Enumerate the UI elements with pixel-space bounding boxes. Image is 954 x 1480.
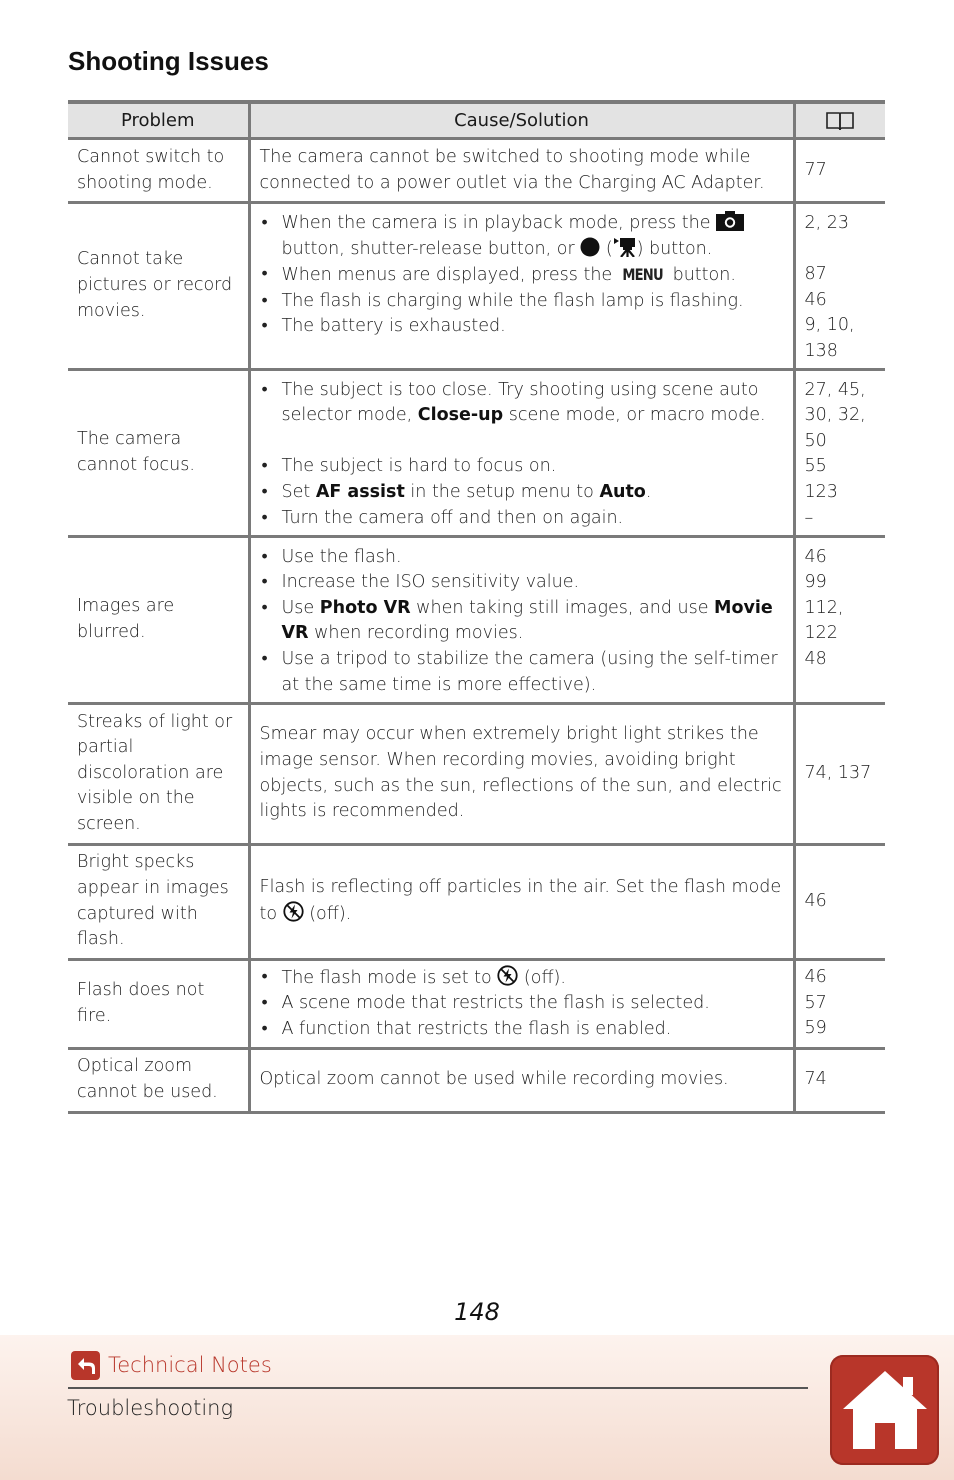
- solution-cell: [249, 203, 794, 370]
- page-ref[interactable]: 59: [804, 1018, 827, 1039]
- reference-cell: [794, 703, 885, 844]
- page-ref[interactable]: 46: [804, 546, 827, 567]
- solution-cell: Optical zoom cannot be used while recording movies.: [249, 1048, 794, 1112]
- problem-cell: Flash does not fire.: [68, 959, 249, 1048]
- page-ref[interactable]: 57: [804, 992, 827, 1013]
- list-item: • When menus are displayed, press the MENU button.: [282, 262, 785, 289]
- page-ref[interactable]: 46: [804, 890, 827, 911]
- table-header-row: [68, 102, 885, 139]
- book-icon: [825, 110, 855, 132]
- header-reference: [794, 102, 885, 139]
- table-row: [68, 536, 885, 703]
- page-ref[interactable]: 138: [804, 340, 838, 361]
- list-item: • Use Photo VR when taking still images, and use Movie VR when recording movies.: [282, 596, 785, 647]
- list-item: • Use a tripod to stabilize the camera (using the self-timer at the same time is more effective).: [282, 647, 785, 698]
- reference-cell: [794, 369, 885, 536]
- page-ref[interactable]: 77: [804, 159, 827, 180]
- table-row: [68, 959, 885, 1048]
- home-icon: [840, 1367, 930, 1453]
- solution-cell: Flash is reflecting off particles in the air. Set the flash mode to (off).: [249, 844, 794, 959]
- table-row: [68, 369, 885, 536]
- technical-notes-link[interactable]: [71, 1350, 272, 1380]
- list-item: • The flash is charging while the flash lamp is flashing.: [282, 289, 785, 315]
- page-ref[interactable]: 123: [804, 481, 838, 502]
- list-item: • When the camera is in playback mode, press the button, shutter-release button, or ( ) button.: [282, 211, 785, 262]
- solution-cell: [249, 959, 794, 1048]
- page-ref[interactable]: 122: [804, 623, 838, 644]
- header-cause-solution: Cause/Solution: [249, 102, 794, 139]
- solution-cell: [249, 536, 794, 703]
- movie-camera-icon: [613, 237, 637, 257]
- table-row: [68, 844, 885, 959]
- list-item: • The flash mode is set to (off).: [282, 965, 785, 992]
- technical-notes-label: Technical Notes: [108, 1353, 272, 1377]
- solution-cell: Smear may occur when extremely bright light strikes the image sensor. When recording movies, avoiding bright objects, such as the sun, reflections of the sun, and electric lights is recommended.: [249, 703, 794, 844]
- problem-cell: Images are blurred.: [68, 536, 249, 703]
- header-problem: Problem: [68, 102, 249, 139]
- breadcrumb: Troubleshooting: [67, 1396, 234, 1420]
- table-row: [68, 203, 885, 370]
- list-item: • Turn the camera off and then on again.: [282, 506, 785, 532]
- camera-icon: [716, 211, 744, 231]
- list-item: • Set AF assist in the setup menu to Auto.: [282, 480, 785, 506]
- table-row: [68, 703, 885, 844]
- record-dot-icon: [580, 237, 600, 257]
- page-ref[interactable]: 87: [804, 264, 827, 285]
- page-ref[interactable]: 30, 32,: [804, 405, 866, 426]
- list-item: • A function that restricts the flash is enabled.: [282, 1017, 785, 1043]
- page-ref[interactable]: 27, 45,: [804, 379, 866, 400]
- return-arrow-icon: [71, 1351, 100, 1380]
- list-item: • The subject is hard to focus on.: [282, 454, 785, 480]
- flash-off-icon: [283, 901, 304, 922]
- problem-cell: Streaks of light or partial discoloration are visible on the screen.: [68, 703, 249, 844]
- list-item: • Use the flash.: [282, 545, 785, 571]
- page-number: 148: [454, 1298, 500, 1326]
- solution-cell: The camera cannot be switched to shooting mode while connected to a power outlet via the Charging AC Adapter.: [249, 139, 794, 203]
- page-ref[interactable]: 9, 10,: [804, 315, 855, 336]
- list-item: • A scene mode that restricts the flash is selected.: [282, 991, 785, 1017]
- problem-cell: Bright specks appear in images captured with flash.: [68, 844, 249, 959]
- reference-cell: [794, 203, 885, 370]
- problem-cell: Optical zoom cannot be used.: [68, 1048, 249, 1112]
- reference-cell: [794, 844, 885, 959]
- reference-cell: [794, 959, 885, 1048]
- reference-cell: [794, 1048, 885, 1112]
- page-ref[interactable]: 50: [804, 430, 827, 451]
- table-row: [68, 1048, 885, 1112]
- page-ref[interactable]: 46: [804, 967, 827, 988]
- footer-divider: [68, 1387, 808, 1389]
- page-ref[interactable]: 74, 137: [804, 762, 872, 783]
- table-row: [68, 139, 885, 203]
- list-item: • The subject is too close. Try shooting using scene auto selector mode, Close-up scene mode, or macro mode.: [282, 378, 785, 429]
- page-title: Shooting Issues: [68, 46, 269, 76]
- page-ref: –: [804, 507, 814, 528]
- page-ref[interactable]: 48: [804, 648, 827, 669]
- reference-cell: [794, 139, 885, 203]
- list-item: • Increase the ISO sensitivity value.: [282, 570, 785, 596]
- page-ref[interactable]: 55: [804, 456, 827, 477]
- problem-cell: Cannot take pictures or record movies.: [68, 203, 249, 370]
- page-ref[interactable]: 99: [804, 572, 827, 593]
- page-ref[interactable]: 46: [804, 289, 827, 310]
- menu-button-glyph: MENU: [622, 265, 663, 285]
- problem-cell: The camera cannot focus.: [68, 369, 249, 536]
- page-ref[interactable]: 2, 23: [804, 213, 850, 233]
- shooting-issues-table: [68, 100, 885, 1114]
- page-ref[interactable]: 74: [804, 1069, 827, 1090]
- reference-cell: [794, 536, 885, 703]
- home-button[interactable]: [830, 1355, 939, 1465]
- page-ref[interactable]: 112,: [804, 597, 844, 618]
- flash-off-icon: [497, 965, 518, 986]
- solution-cell: [249, 369, 794, 536]
- list-item: • The battery is exhausted.: [282, 314, 785, 340]
- problem-cell: Cannot switch to shooting mode.: [68, 139, 249, 203]
